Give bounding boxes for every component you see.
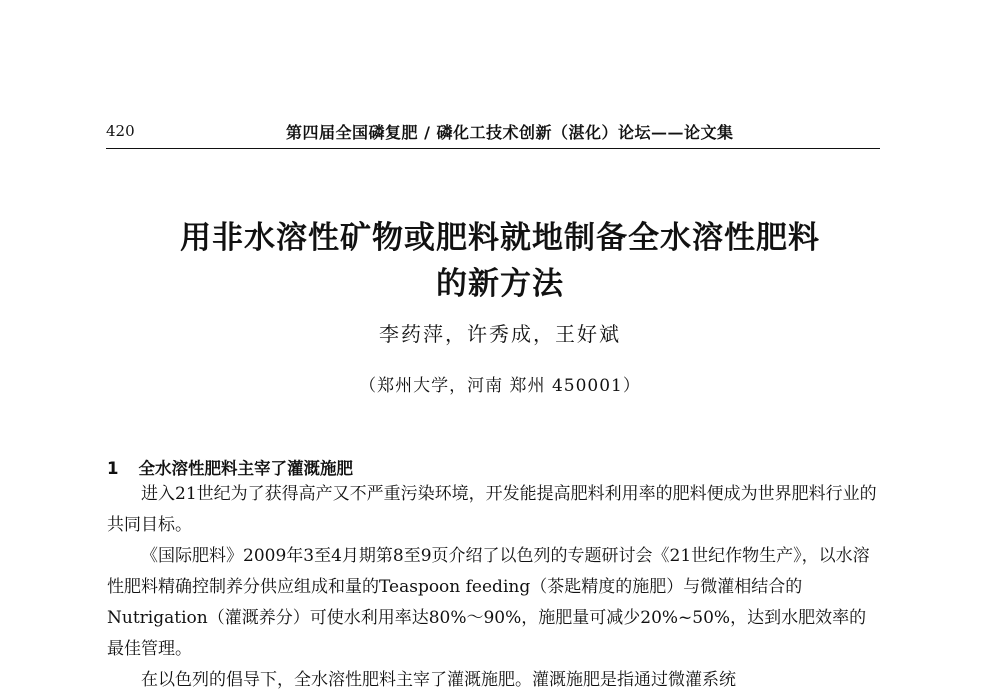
section-title: 全水溶性肥料主宰了灌溉施肥 (138, 459, 353, 478)
affiliation: （郑州大学，河南 郑州 450001） (359, 376, 641, 396)
author-list: 李药萍，许秀成，王好斌 (379, 322, 621, 346)
page-number: 420 (106, 122, 135, 140)
section-heading (107, 455, 353, 479)
body-paragraph: 《国际肥料》2009年3至4月期第8至9页介绍了以色列的专题研讨会《21世纪作物生产》，以水溶性肥料精确控制养分供应组成和量的Teaspoon feeding（茶匙精度的施肥）与微灌相结合的Nutrigation（灌溉养分）可使水利用率达80%～90%，施肥量可减少20%~50%，达到水肥效率的最佳管理。 (107, 546, 870, 659)
running-header (106, 120, 880, 149)
paper-title-line-1: 用非水溶性矿物或肥料就地制备全水溶性肥料 (180, 220, 820, 256)
journal-title: 第四届全国磷复肥 / 磷化工技术创新（湛化）论坛——论文集 (286, 123, 734, 142)
body-paragraph: 进入21世纪为了获得高产又不严重污染环境，开发能提高肥料利用率的肥料便成为世界肥料行业的共同目标。 (107, 484, 877, 535)
section-number: 1 (107, 459, 119, 478)
paper-title-line-2: 的新方法 (436, 266, 564, 302)
body-paragraph: 在以色列的倡导下，全水溶性肥料主宰了灌溉施肥。灌溉施肥是指通过微灌系统 (141, 670, 736, 690)
